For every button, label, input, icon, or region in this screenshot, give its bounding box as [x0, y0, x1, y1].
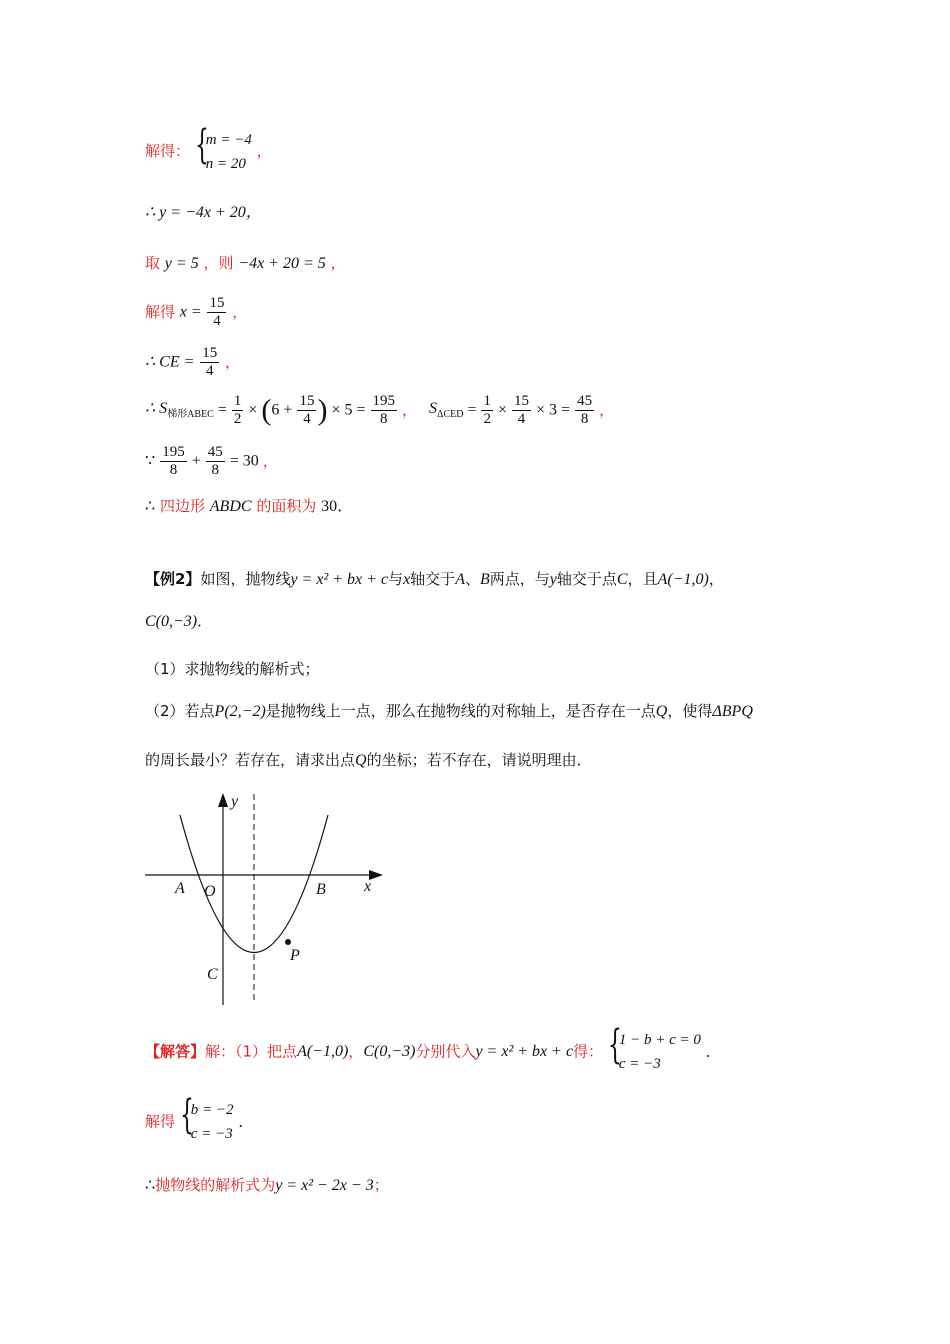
answer-tag: 【解答】 — [145, 1042, 206, 1061]
point-c-coords: C(0,−3) — [145, 613, 198, 630]
subscript-trapezoid: 梯形ABEC — [167, 409, 214, 420]
final-equation: y = x² − 2x − 3 — [275, 1177, 374, 1194]
text: 轴交于 — [410, 570, 456, 588]
times: × — [497, 401, 508, 419]
six-plus: 6 + — [271, 401, 293, 419]
y-axis-arrow-icon — [218, 793, 228, 807]
fraction-15-4: $\frac{15}{4}$ — [514, 393, 530, 427]
text: 解：（1）把点 — [205, 1042, 298, 1061]
solution-line-8 — [145, 499, 353, 515]
label-y: y — [231, 793, 239, 810]
shape-abdc: ABDC — [209, 498, 252, 515]
fraction-15-4: $\frac{15}{4}$ — [299, 393, 315, 427]
text: 的坐标；若不存在，请说明理由． — [366, 751, 592, 769]
label-o: O — [204, 883, 216, 900]
comma: ， — [330, 254, 346, 272]
point-q: Q — [655, 703, 668, 720]
fraction-15-4: $\frac{15}{4}$ — [209, 295, 225, 329]
answer-line-2 — [145, 1092, 254, 1146]
subscript-triangle: ΔCED — [437, 409, 464, 420]
fraction-195-8: $\frac{195}{8}$ — [372, 393, 395, 427]
times-five: × 5 = — [331, 401, 366, 419]
label-c: C — [207, 966, 218, 983]
eq-n: n = 20 — [205, 156, 246, 172]
text: 、 — [464, 570, 480, 588]
example-2-part-2 — [145, 704, 753, 720]
area-symbol: ∴ S — [145, 400, 168, 417]
therefore-symbol: ∴ — [145, 498, 156, 515]
point-q: Q — [355, 752, 367, 769]
comma: ， — [402, 401, 418, 419]
text: ， — [708, 570, 724, 588]
solution-line-3 — [145, 256, 346, 272]
times-three: × 3 = — [536, 401, 571, 419]
eq-ce: ∴ CE = — [145, 353, 195, 371]
text: 轴交于点 — [556, 570, 617, 588]
fraction-45-8: $\frac{45}{8}$ — [577, 393, 593, 427]
parabola-equation: y = x² + bx + c — [475, 1043, 574, 1060]
example-2-part-2-cont — [145, 753, 592, 769]
eq-row-1: 1 − b + c = 0 — [618, 1032, 701, 1048]
point-p-dot — [285, 939, 291, 945]
semicolon: ； — [373, 1176, 389, 1194]
equals: = — [217, 401, 227, 419]
paren-close: ) — [317, 393, 328, 427]
label-b: B — [316, 881, 326, 898]
solution-line-6 — [145, 393, 614, 428]
text: 两点，与 — [489, 570, 550, 588]
point-b: B — [479, 571, 490, 588]
point-a-coords: A(−1,0) — [657, 571, 709, 588]
fraction-1-2: $\frac{1}{2}$ — [233, 393, 242, 427]
text: 与 — [388, 570, 404, 588]
text: 抛物线的解析式为 — [155, 1176, 276, 1194]
example-2-part-1: （1）求抛物线的解析式； — [145, 660, 320, 678]
comma: ， — [599, 401, 615, 419]
equals: = — [467, 401, 477, 419]
point-c-coords: C(0,−3) — [363, 1043, 416, 1060]
equation-linear: ∴ y = −4x + 20， — [145, 204, 262, 221]
label-a: A — [175, 880, 185, 897]
plus: + — [191, 452, 201, 470]
point-p-coords: P(2,−2) — [214, 703, 266, 720]
times: × — [248, 401, 258, 419]
example-tag: 【例2】 — [145, 570, 201, 588]
paren-open: ( — [261, 393, 272, 427]
point-c: C — [616, 571, 628, 588]
eq-x: x = — [179, 303, 202, 321]
text: 如图，抛物线 — [200, 570, 291, 588]
var-x: x — [403, 571, 411, 588]
label-jiede: 解得 — [145, 303, 176, 321]
because-symbol: ∵ — [145, 452, 156, 470]
period: ． — [705, 1042, 721, 1061]
equation-system-mn: { m = −4 n = 20 — [194, 122, 252, 172]
text: 的周长最小？若存在，请求出点 — [145, 751, 356, 769]
therefore-symbol: ∴ — [145, 1177, 156, 1194]
text: 得： — [573, 1042, 604, 1061]
text: 分别代入 — [415, 1042, 476, 1061]
eq-c: c = −3 — [190, 1126, 233, 1142]
comma: ， — [256, 142, 272, 160]
text: （2）若点 — [145, 702, 215, 720]
point-a: A — [455, 571, 465, 588]
text-area-is: 的面积为 — [256, 497, 317, 515]
label-jiede: 解得 — [145, 1112, 176, 1131]
text: 是抛物线上一点，那么在抛物线的对称轴上，是否存在一点 — [265, 702, 656, 720]
text-ze: ，则 — [203, 254, 234, 272]
text: ，使得 — [667, 702, 713, 720]
fraction-1-2: $\frac{1}{2}$ — [483, 393, 491, 427]
triangle-bpq: ΔBPQ — [712, 703, 753, 720]
eq-b: b = −2 — [190, 1102, 234, 1118]
parabola-figure — [140, 790, 400, 1010]
solution-line-7 — [145, 444, 278, 479]
value-30: 30． — [321, 498, 354, 515]
label-p: P — [290, 947, 300, 964]
solution-line-4 — [145, 295, 247, 330]
area-symbol-2: S — [429, 400, 438, 417]
solution-line-2 — [145, 205, 262, 221]
text: ，且 — [627, 570, 658, 588]
var-y: y — [549, 571, 557, 588]
fraction-15-4: $\frac{15}{4}$ — [202, 345, 218, 379]
answer-line-1 — [145, 1022, 721, 1076]
text-quadrilateral: 四边形 — [159, 497, 205, 515]
solution-line-5 — [145, 345, 240, 380]
label-jiede: 解得： — [145, 142, 191, 160]
equation-system-bc: { 1 − b + c = 0 c = −3 — [607, 1022, 701, 1072]
eq-solve: −4x + 20 = 5 — [238, 255, 326, 272]
fraction-45-8: $\frac{45}{8}$ — [207, 444, 223, 478]
text-qu: 取 — [145, 254, 161, 272]
comma: ， — [262, 452, 278, 470]
solution-line-1 — [145, 122, 272, 176]
example-2-line-2 — [145, 614, 212, 630]
fraction-195-8: $\frac{195}{8}$ — [162, 444, 185, 478]
label-x: x — [364, 878, 372, 895]
point-a-coords: A(−1,0) — [297, 1043, 349, 1060]
comma: ， — [232, 303, 248, 321]
equals-30: = 30 — [229, 452, 259, 470]
text: ， — [348, 1042, 364, 1061]
eq-m: m = −4 — [205, 132, 252, 148]
period: ． — [238, 1112, 254, 1131]
eq-row-2: c = −3 — [618, 1056, 661, 1072]
answer-line-3 — [145, 1178, 389, 1194]
eq-y5: y = 5 — [164, 255, 199, 272]
period: ． — [197, 612, 213, 630]
equation-system-solution: { b = −2 c = −3 — [179, 1092, 234, 1142]
parabola-equation: y = x² + bx + c — [290, 571, 389, 588]
comma: ， — [224, 353, 240, 371]
example-2-line-1 — [145, 572, 724, 588]
